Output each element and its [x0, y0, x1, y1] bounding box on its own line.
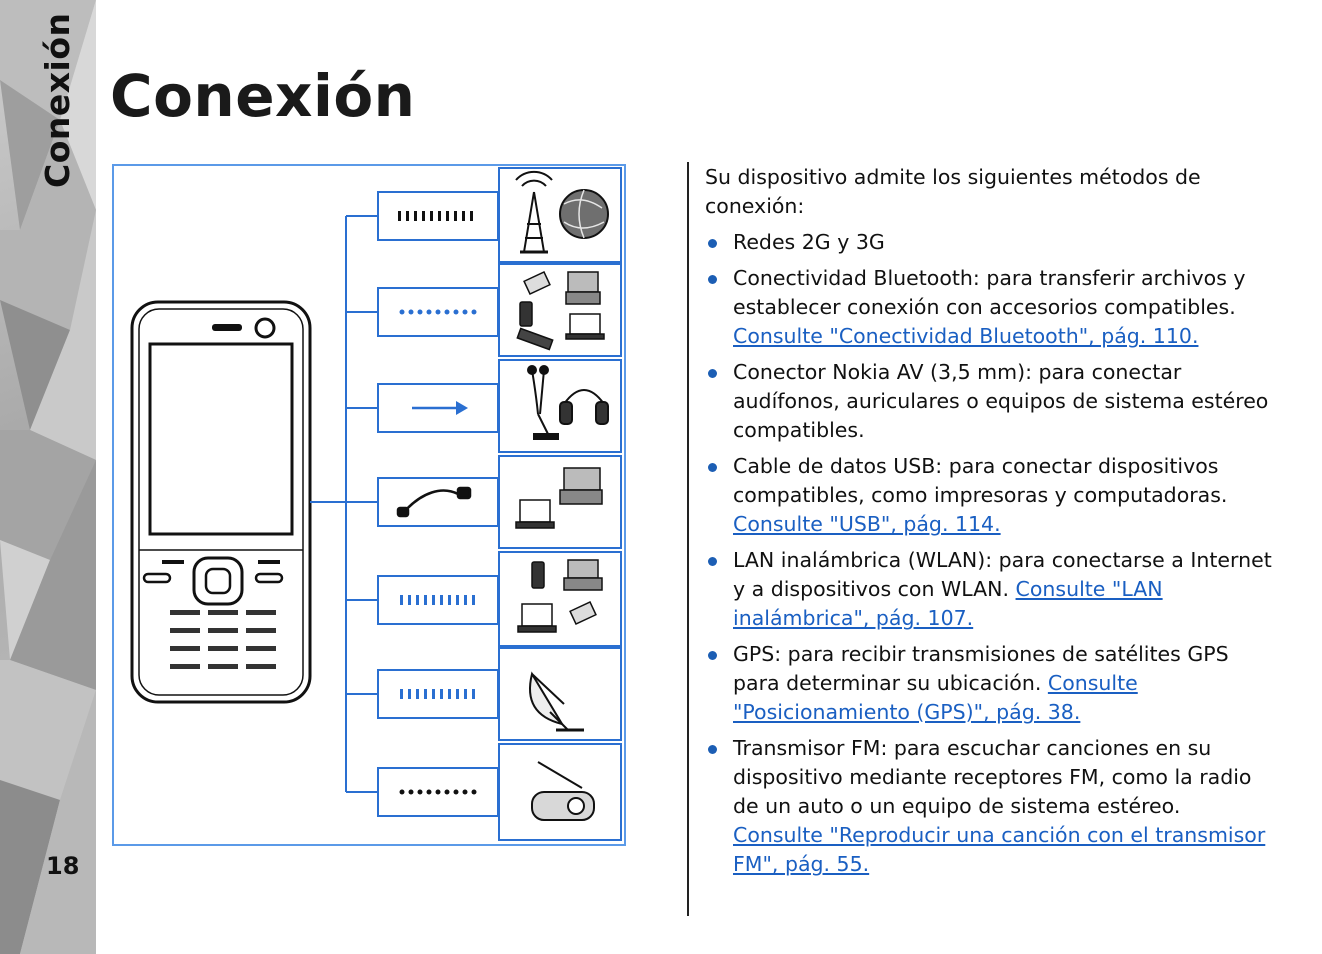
list-item: [705, 734, 1275, 879]
chapter-sidebar: [0, 0, 96, 954]
item-text: Conectividad Bluetooth: para transferir archivos y establecer conexión con accesorios compatibles.: [733, 266, 1246, 319]
list-item: [705, 546, 1275, 633]
cross-reference-link[interactable]: Consulte "Posicionamiento (GPS)", pág. 38.: [733, 671, 1138, 724]
connection-methods-list: [705, 228, 1275, 879]
bullet-icon: [708, 651, 717, 660]
content-column: [705, 163, 1275, 886]
phone-illustration: [132, 302, 310, 702]
intro-text: Su dispositivo admite los siguientes métodos de conexión:: [705, 165, 1201, 218]
page-number: 18: [46, 852, 80, 880]
item-text: Transmisor FM: para escuchar canciones en su dispositivo mediante receptores FM, como la radio de un auto o un equipo de sistema estéreo.: [733, 736, 1252, 818]
item-text: GPS: para recibir transmisiones de satélites GPS para determinar su ubicación.: [733, 642, 1229, 695]
bluetooth-signal: [400, 310, 477, 315]
bullet-icon: [708, 463, 717, 472]
list-item: [705, 452, 1275, 539]
bullet-icon: [708, 557, 717, 566]
bullet-icon: [708, 745, 717, 754]
item-text: Cable de datos USB: para conectar dispositivos compatibles, como impresoras y computadoras.: [733, 454, 1228, 507]
chapter-label: Conexión: [38, 12, 77, 188]
cross-reference-link[interactable]: Consulte "LAN inalámbrica", pág. 107.: [733, 577, 1163, 630]
cross-reference-link[interactable]: Consulte "Reproducir una canción con el transmisor FM", pág. 55.: [733, 823, 1266, 876]
list-item: [705, 264, 1275, 351]
list-item: [705, 228, 1275, 257]
globe-icon: [560, 190, 608, 238]
list-item: [705, 640, 1275, 727]
item-text: Redes 2G y 3G: [733, 230, 885, 254]
fm-signal: [400, 790, 477, 795]
list-item: [705, 358, 1275, 445]
bullet-icon: [708, 239, 717, 248]
page-title: Conexión: [110, 62, 416, 130]
cross-reference-link[interactable]: Consulte "Conectividad Bluetooth", pág. 110.: [733, 324, 1199, 348]
item-text: LAN inalámbrica (WLAN): para conectarse a Internet y a dispositivos con WLAN.: [733, 548, 1272, 601]
connectivity-diagram: [112, 164, 626, 846]
bullet-icon: [708, 275, 717, 284]
cross-reference-link[interactable]: Consulte "USB", pág. 114.: [733, 512, 1001, 536]
column-divider: [687, 162, 689, 916]
item-text: Conector Nokia AV (3,5 mm): para conectar audífonos, auriculares o equipos de sistema estéreo compatibles.: [733, 360, 1269, 442]
bullet-icon: [708, 369, 717, 378]
